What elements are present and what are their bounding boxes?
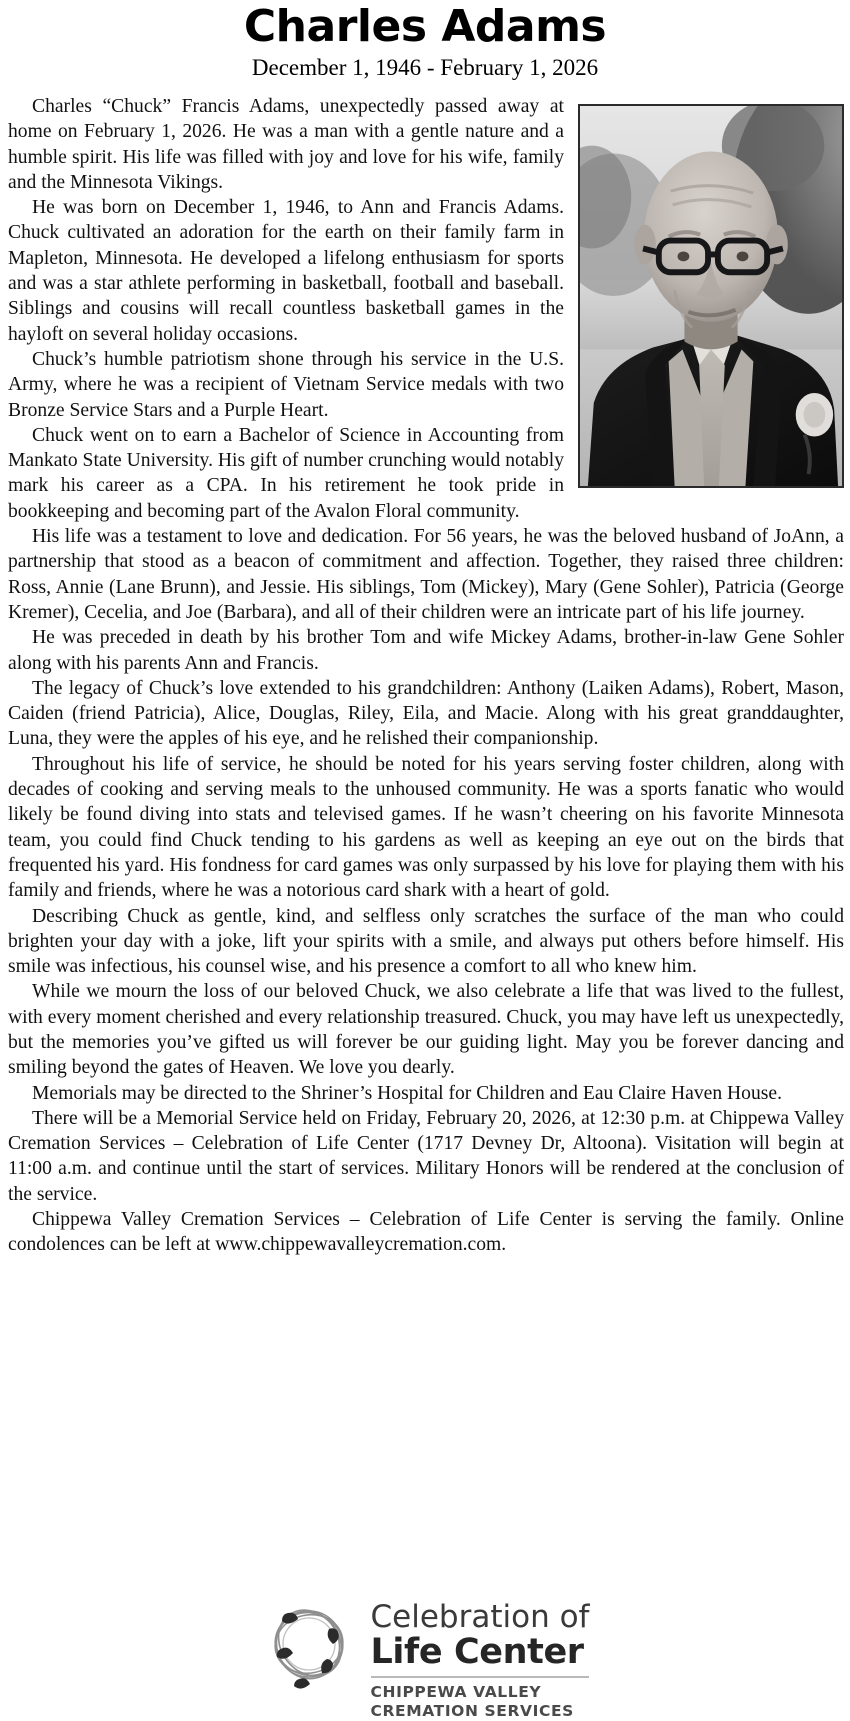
logo-subtitle-cremation-services: CREMATION SERVICES <box>370 1702 574 1720</box>
obituary-paragraph: Memorials may be directed to the Shriner’s Hospital for Children and Eau Claire Haven House. <box>32 1082 782 1104</box>
obituary-paragraph: He was born on December 1, 1946, to Ann and Francis Adams. Chuck cultivated an adoration for the earth on their family farm in Mapleton, Minnesota. He developed a lifelong enthusiasm for sports and was a star athlete performing in basketball, football and baseball. Siblings and cousins will recall countless basketball games in the hayloft on several holiday occasions. <box>8 197 564 345</box>
wreath-circle-icon-graphic <box>261 1594 357 1694</box>
obituary-header <box>0 0 850 82</box>
obituary-paragraph: His life was a testament to love and dedication. For 56 years, he was the beloved husband of JoAnn, a partnership that stood as a beacon of commitment and affection. Together, they raised three children: Ross, Annie (Lane Brunn), and Jessie. His siblings, Tom (Mickey), Mary (Gene Sohler), Patricia (George Kremer), Cecelia, and Joe (Barbara), and all of their children were an intricate part of his life journey. <box>8 526 844 623</box>
life-dates: December 1, 1946 - February 1, 2026 <box>251 55 599 80</box>
obituary-paragraph: Charles “Chuck” Francis Adams, unexpectedly passed away at home on February 1, 2026. He was a man with a gentle nature and a humble spirit. His life was filled with joy and love for his wife, family and the Minnesota Vikings. <box>8 96 564 193</box>
obituary-paragraph: Chippewa Valley Cremation Services – Celebration of Life Center is serving the family. Online condolences can be left at www.chippewavalleycremation.com. <box>8 1209 844 1256</box>
logo-inner <box>261 1594 590 1721</box>
logo-line-celebration-of: Celebration of <box>370 1599 590 1635</box>
obituary-paragraph: While we mourn the loss of our beloved Chuck, we also celebrate a life that was lived to the fullest, with every moment cherished and every relationship treasured. Chuck, you may have left us unexpectedly, but the memories you’ve gifted us will forever be our guiding light. May you be forever dancing and smiling beyond the gates of Heaven. We love you dearly. <box>8 981 844 1079</box>
logo-divider <box>371 1676 590 1678</box>
obituary-text-body <box>0 94 850 1258</box>
obituary-paragraph: Describing Chuck as gentle, kind, and selfless only scratches the surface of the man who could brighten your day with a joke, lift your spirits with a smile, and always put others before himself. His smile was infectious, his counsel wise, and his presence a comfort to all who knew him. <box>8 905 844 978</box>
obituary-paragraph: The legacy of Chuck’s love extended to his grandchildren: Anthony (Laiken Adams), Robert, Mason, Caiden (friend Patricia), Alice, Douglas, Riley, Eila, and Macie. Along with his great granddaughter, Luna, they were the apples of his eye, and he relished their companionship. <box>8 677 844 750</box>
logo-wordmark <box>371 1594 590 1721</box>
obituary-paragraph: Throughout his life of service, he should be noted for his years serving foster children, along with decades of cooking and serving meals to the unhoused community. He was a sports fanatic who would likely be found diving into stats and televised games. If he wasn’t cheering on his favorite Minnesota team, you could find Chuck tending to his gardens as well as keeping an eye out on the birds that frequented his yard. His fondness for card games was only surpassed by his love for playing them with his family and friends, where he was a notorious card shark with a heart of gold. <box>8 753 844 902</box>
deceased-name: Charles Adams <box>243 1 607 52</box>
funeral-home-logo <box>0 1594 850 1718</box>
obituary-paragraph: Chuck’s humble patriotism shone through his service in the U.S. Army, where he was a recipient of Vietnam Service medals with two Bronze Service Stars and a Purple Heart. <box>8 348 564 421</box>
obituary-paragraph: There will be a Memorial Service held on Friday, February 20, 2026, at 12:30 p.m. at Chippewa Valley Cremation Services – Celebration of Life Center (1717 Devney Dr, Altoona). Visitation will begin at 11:00 a.m. and continue until the start of services. Military Honors will be rendered at the conclusion of the service. <box>8 1107 844 1205</box>
logo-subtitle-chippewa-valley: CHIPPEWA VALLEY <box>370 1683 542 1701</box>
obituary-paragraph: He was preceded in death by his brother Tom and wife Mickey Adams, brother-in-law Gene Sohler along with his parents Ann and Francis. <box>8 627 844 674</box>
portrait-photo <box>578 104 844 488</box>
wreath-circle-icon <box>261 1594 357 1694</box>
obituary-paragraph: Chuck went on to earn a Bachelor of Science in Accounting from Mankato State University. His gift of number crunching would notably mark his career as a CPA. In his retirement he took pride in bookkeeping and becoming part of the Avalon Floral community. <box>8 424 564 522</box>
logo-line-life-center: Life Center <box>370 1632 584 1672</box>
portrait-photo-image <box>580 106 842 486</box>
